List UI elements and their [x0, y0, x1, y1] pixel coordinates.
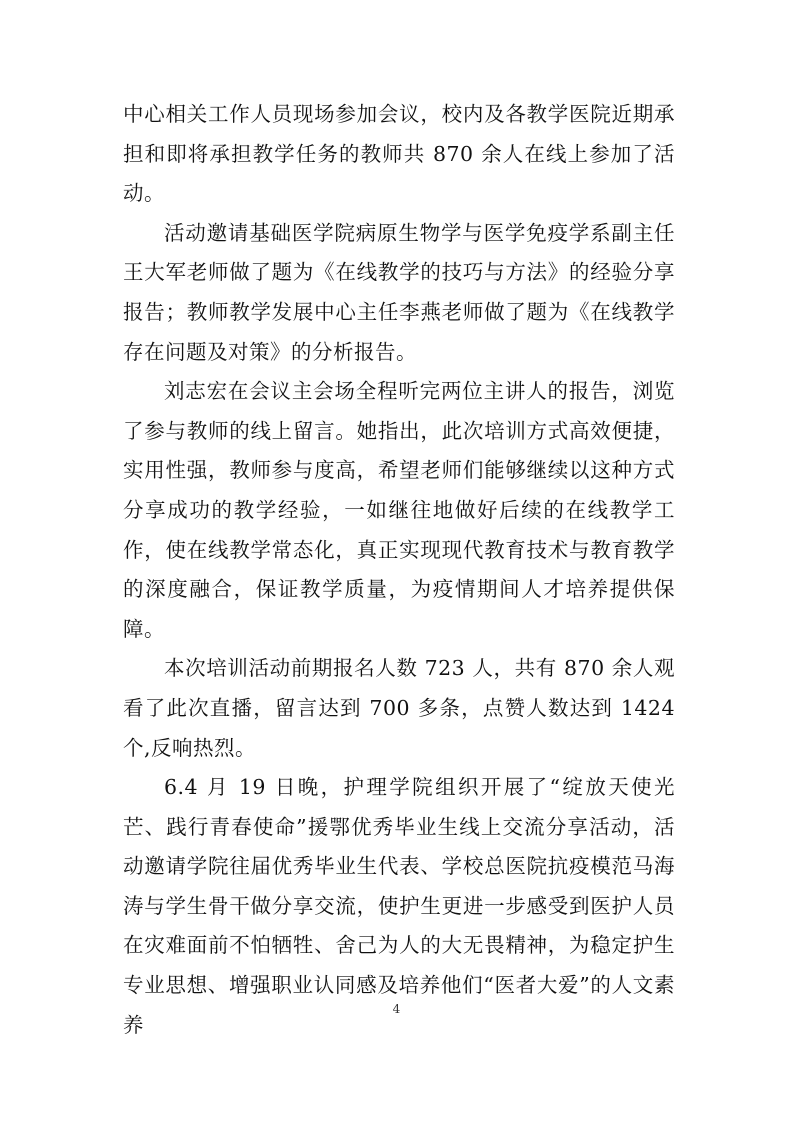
page-number: 4 [392, 1002, 401, 1016]
paragraph-5: 6.4 月 19 日晚，护理学院组织开展了“绽放天使光芒、践行青春使命”援鄂优秀毕业生线上交流分享活动，活动邀请学院往届优秀毕业生代表、学校总医院抗疫模范马海涛与学生骨干做分享交流，使护生更进一步感受到医护人员在灾难面前不怕牺牲、舍己为人的大无畏精神，为稳定护生专业思想、增强职业认同感及培养他们“医者大爱”的人文素养 [123, 775, 675, 1037]
paragraph-4: 本次培训活动前期报名人数 723 人，共有 870 余人观看了此次直播，留言达到 700 多条，点赞人数达到 1424 个,反响热烈。 [123, 656, 675, 760]
paragraph-2: 活动邀请基础医学院病原生物学与医学免疫学系副主任王大军老师做了题为《在线教学的技巧与方法》的经验分享报告；教师教学发展中心主任李燕老师做了题为《在线教学存在问题及对策》的分析报告。 [123, 220, 675, 364]
paragraph-3: 刘志宏在会议主会场全程听完两位主讲人的报告，浏览了参与教师的线上留言。她指出，此次培训方式高效便捷，实用性强，教师参与度高，希望老师们能够继续以这种方式分享成功的教学经验，一如继往地做好后续的在线教学工作，使在线教学常态化，真正实现现代教育技术与教育教学的深度融合，保证教学质量，为疫情期间人才培养提供保障。 [123, 379, 675, 641]
paragraph-1: 中心相关工作人员现场参加会议，校内及各教学医院近期承担和即将承担教学任务的教师共 870 余人在线上参加了活动。 [123, 102, 675, 206]
body-text [123, 95, 675, 1045]
